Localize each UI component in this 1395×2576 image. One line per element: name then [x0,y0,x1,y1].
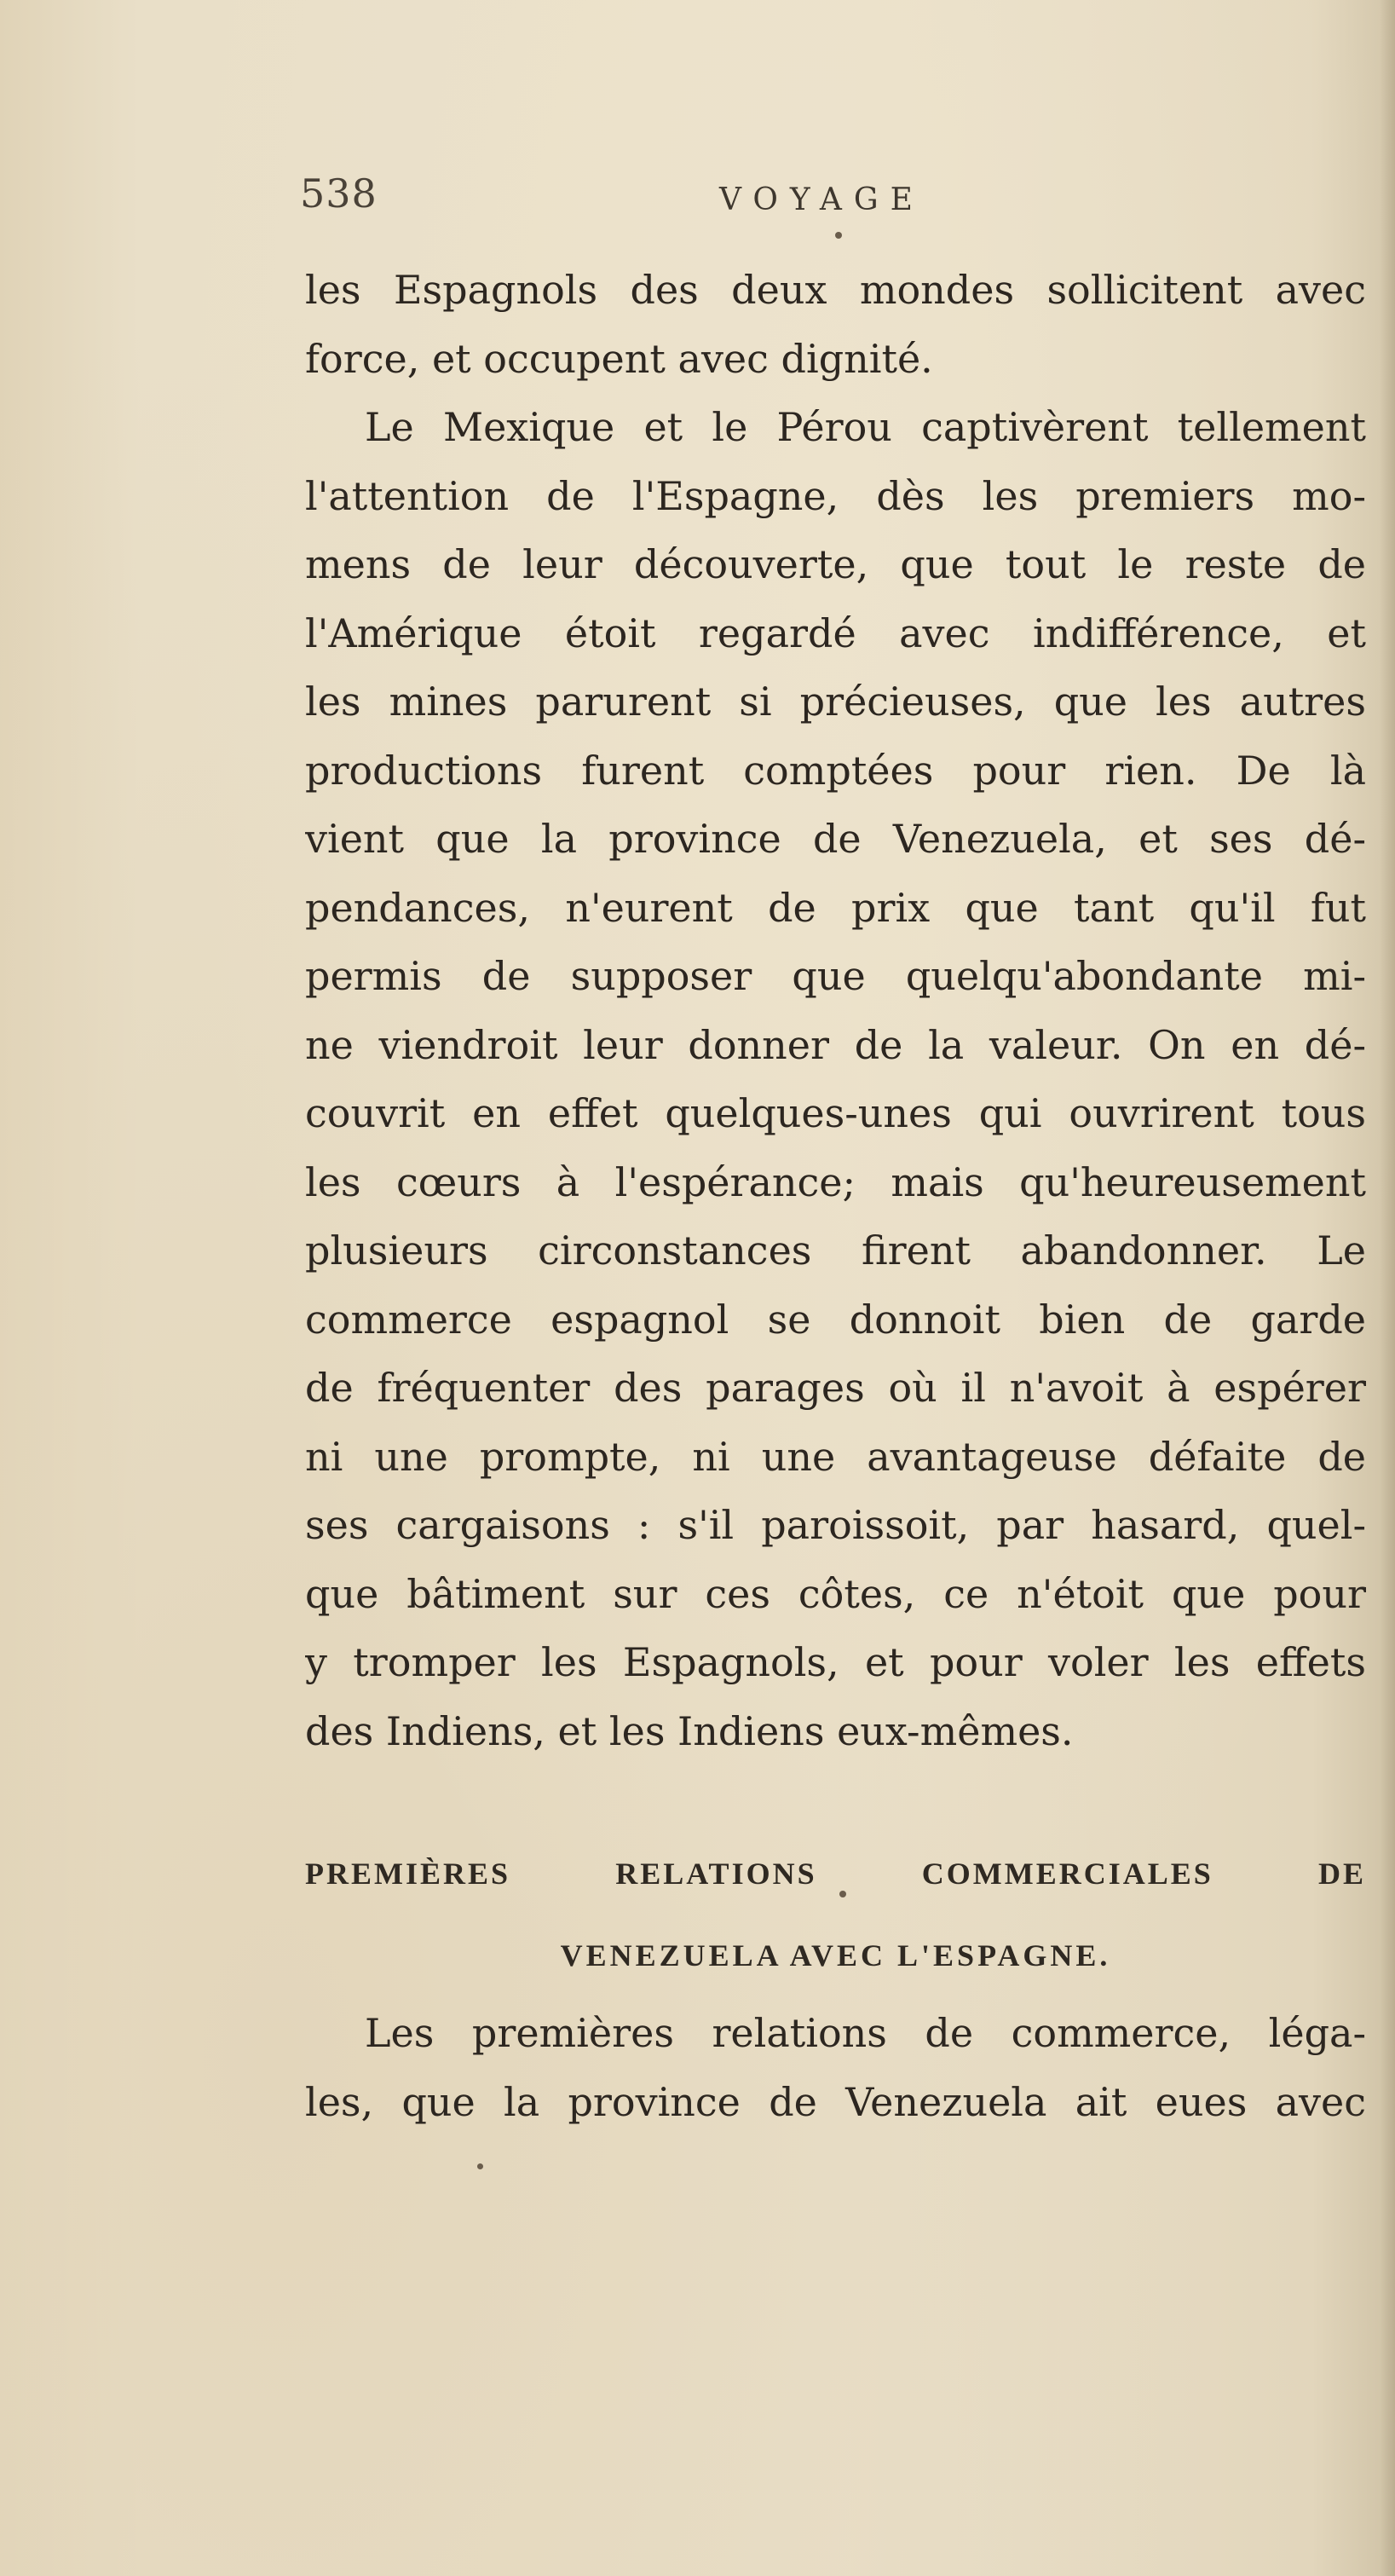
text-line: les mines parurent si précieuses, que les autres [305,679,1366,725]
section-body-text [305,1999,1366,2136]
text-line: que bâtiment sur ces côtes, ce n'étoit que pour [305,1570,1366,1617]
text-line: couvrit en effet quelques-unes qui ouvrirent tous [305,1090,1366,1136]
running-title: VOYAGE [719,182,925,217]
text-line: commerce espagnol se donnoit bien de garde [305,1296,1366,1343]
text-line: l'Amérique étoit regardé avec indifférence, et [305,609,1366,656]
text-line: des Indiens, et les Indiens eux-mêmes. [305,1707,1074,1754]
text-line: les Espagnols des deux mondes sollicitent avec [305,267,1366,313]
text-line: plusieurs circonstances firent abandonner. Le [305,1227,1366,1274]
text-line: force, et occupent avec dignité. [305,335,933,382]
section-heading-line: VENEZUELA AVEC L'ESPAGNE. [560,1938,1111,1972]
text-line: ses cargaisons : s'il paroissoit, par hasard, quel- [305,1502,1366,1548]
running-head [300,170,1357,239]
text-line: permis de supposer que quelqu'abondante mi- [305,953,1366,999]
text-line: y tromper les Espagnols, et pour voler les effets [305,1639,1366,1685]
page-number: 538 [300,170,378,217]
text-line: les, que la province de Venezuela ait eues avec [305,2078,1366,2125]
text-line: Le Mexique et le Pérou captivèrent tellement [365,404,1366,450]
text-line: mens de leur découverte, que tout le reste de [305,541,1366,587]
ink-speck [835,232,842,239]
page-edge-shadow [1380,0,1395,2576]
ink-speck [839,1891,846,1897]
text-line: vient que la province de Venezuela, et ses dé- [305,816,1366,862]
text-line: productions furent comptées pour rien. De là [305,747,1366,794]
body-text [305,256,1366,1765]
ink-speck [477,2163,483,2169]
text-line: ne viendroit leur donner de la valeur. On en dé- [305,1021,1366,1068]
text-line: ni une prompte, ni une avantageuse défaite de [305,1433,1366,1480]
text-line: Les premières relations de commerce, léga- [365,2010,1366,2056]
section-heading-line: PREMIÈRES RELATIONS COMMERCIALES DE [305,1857,1366,1891]
text-line: les cœurs à l'espérance; mais qu'heureusement [305,1158,1366,1205]
text-line: de fréquenter des parages où il n'avoit à espérer [305,1365,1366,1411]
section-heading [305,1833,1366,1996]
text-line: l'attention de l'Espagne, dès les premiers mo- [305,472,1366,519]
text-line: pendances, n'eurent de prix que tant qu'il fut [305,884,1366,931]
